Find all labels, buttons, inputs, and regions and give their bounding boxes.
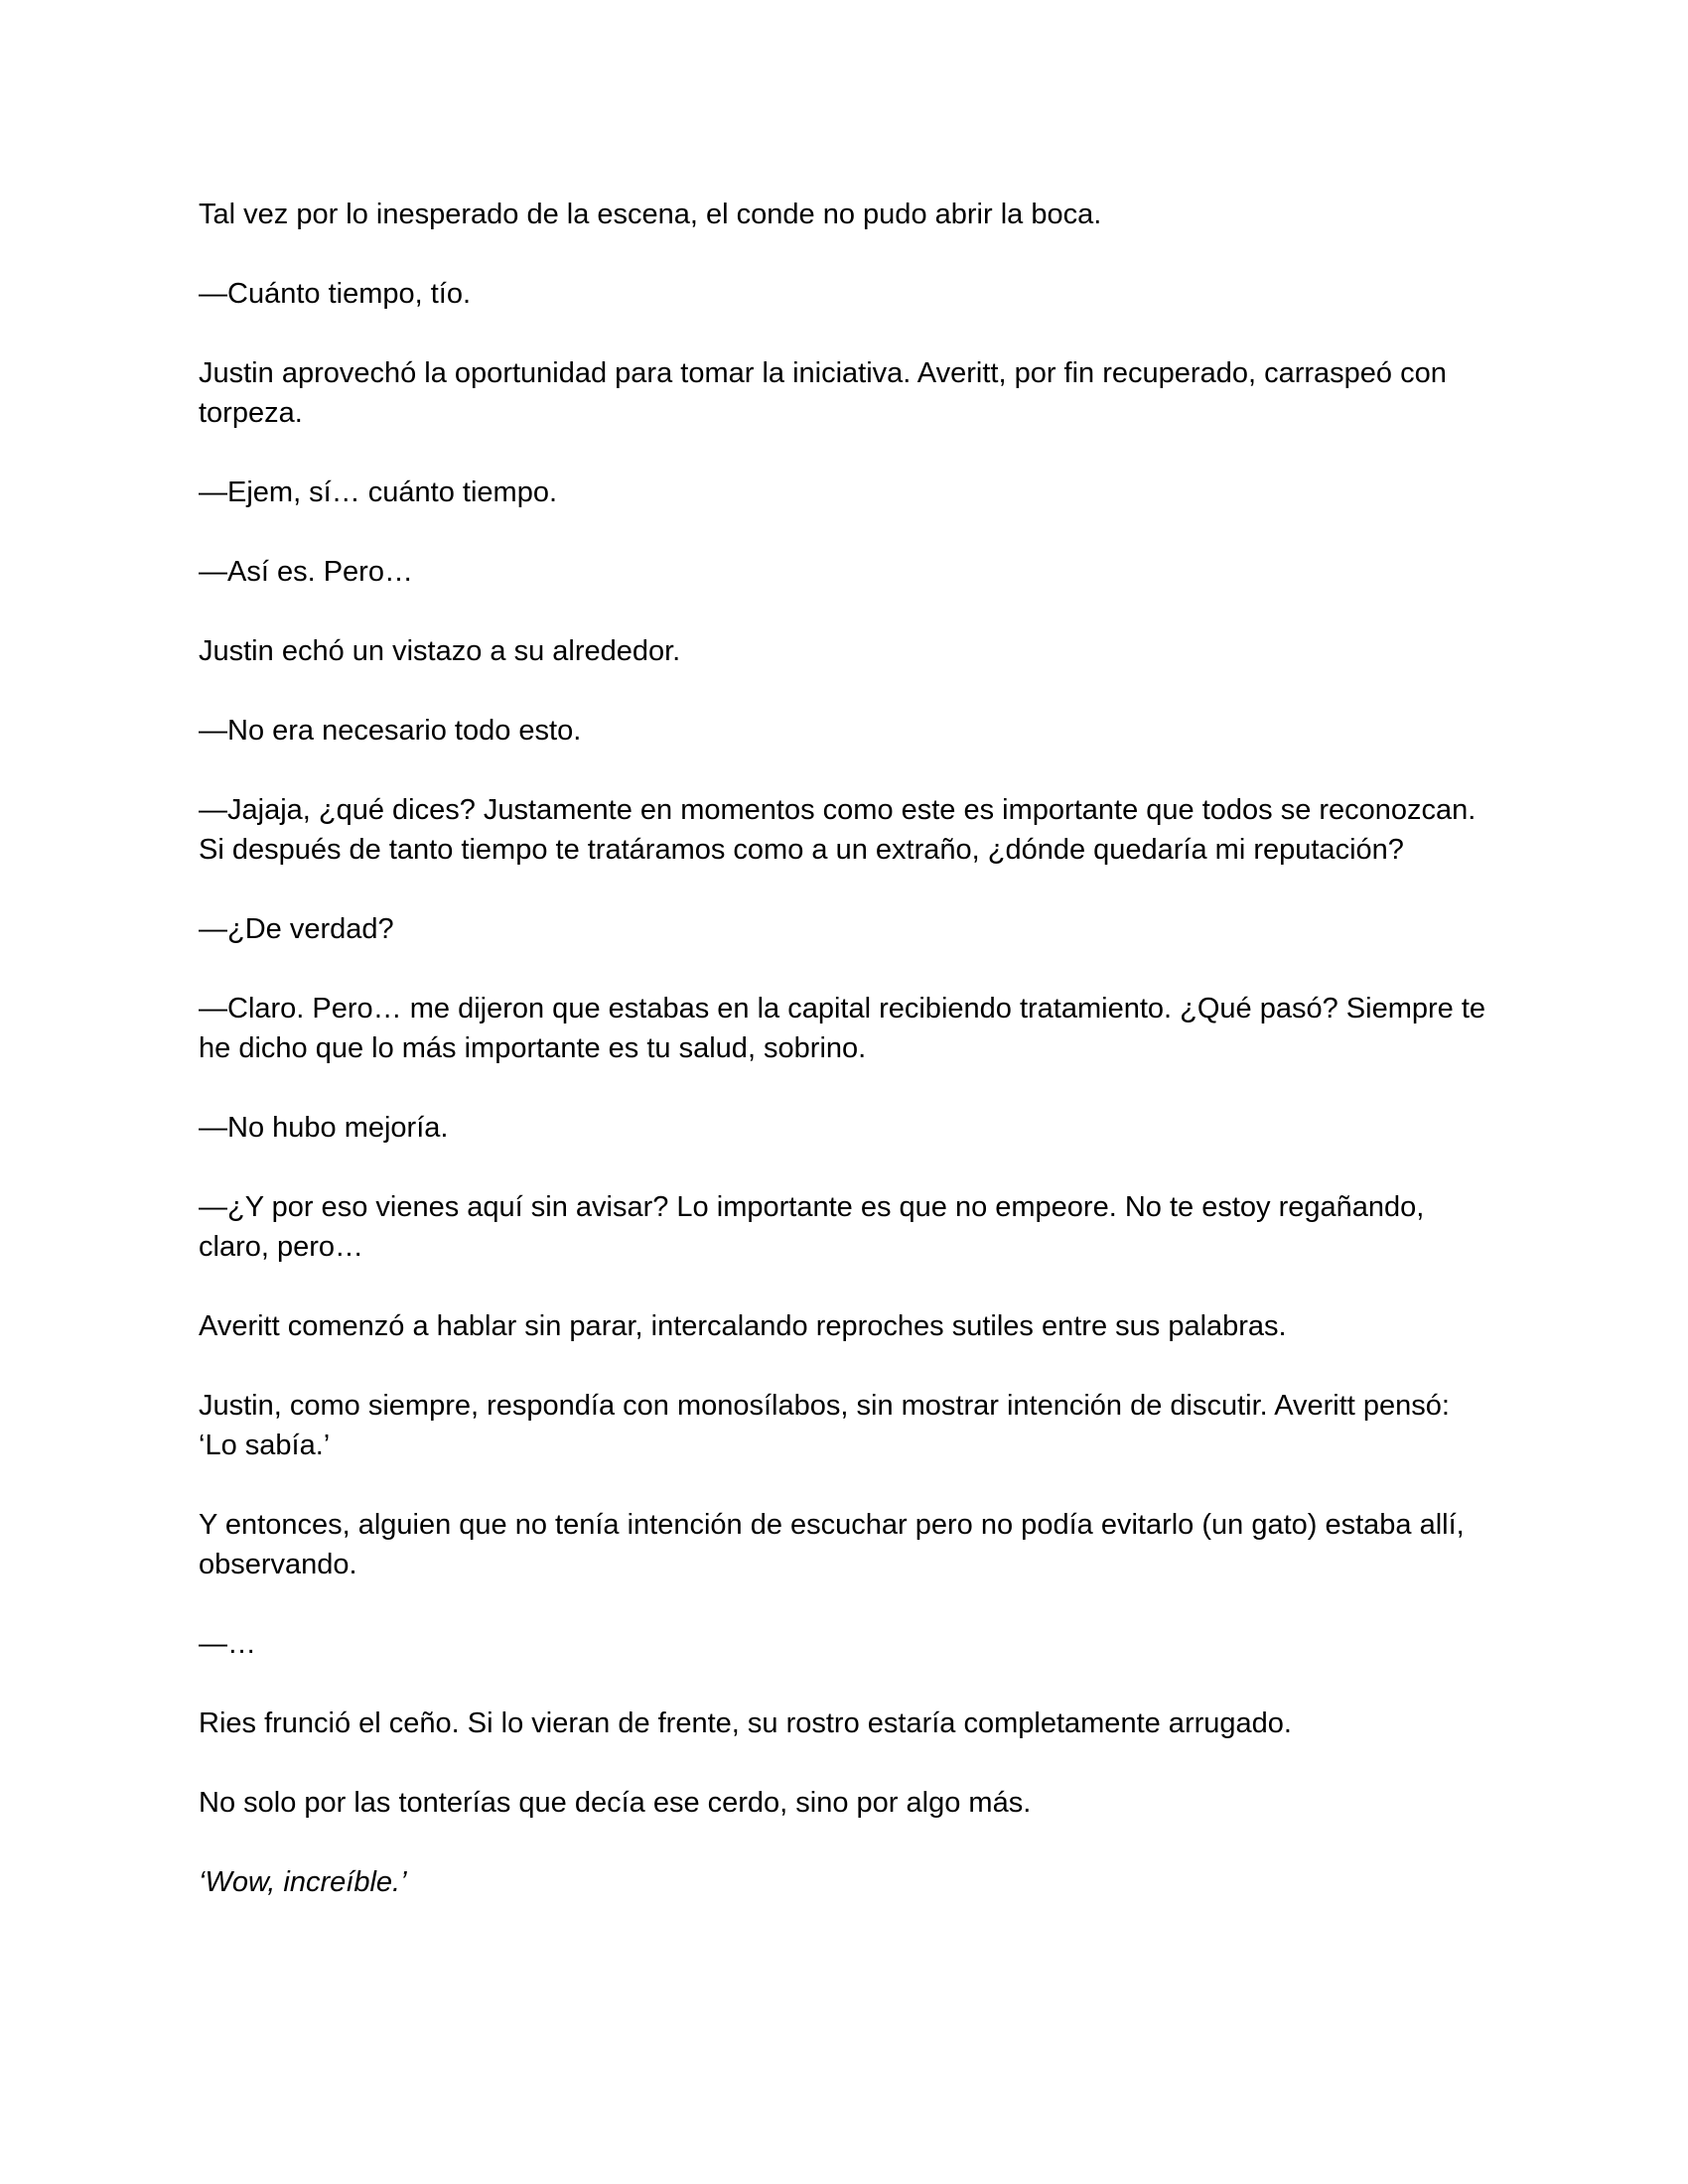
dialogue-line: —Cuánto tiempo, tío.: [199, 278, 472, 310]
dialogue-line: —Claro. Pero… me dijeron que estabas en la capital recibiendo tratamiento. ¿Qué pasó? Siempre te he dicho que lo más importante es tu salud, sobrino.: [199, 993, 1486, 1064]
document-page: [199, 195, 1489, 1942]
dialogue-line: —No hubo mejoría.: [199, 1112, 449, 1144]
dialogue-line: —Ejem, sí… cuánto tiempo.: [199, 477, 558, 508]
dialogue-line: —¿De verdad?: [199, 913, 394, 945]
paragraph: Justin aprovechó la oportunidad para tomar la iniciativa. Averitt, por fin recuperado, carraspeó con torpeza.: [199, 357, 1447, 429]
inner-thought: ‘Wow, increíble.’: [199, 1866, 407, 1898]
dialogue-line: —Jajaja, ¿qué dices? Justamente en momentos como este es importante que todos se reconozcan. Si después de tanto tiempo te tratáramos como a un extraño, ¿dónde quedaría mi reputación?: [199, 794, 1477, 866]
paragraph: Tal vez por lo inesperado de la escena, el conde no pudo abrir la boca.: [199, 199, 1102, 230]
dialogue-line: —¿Y por eso vienes aquí sin avisar? Lo importante es que no empeore. No te estoy regañando, claro, pero…: [199, 1191, 1425, 1263]
paragraph: Y entonces, alguien que no tenía intención de escuchar pero no podía evitarlo (un gato) estaba allí, observando.: [199, 1509, 1465, 1580]
paragraph: Ries frunció el ceño. Si lo vieran de frente, su rostro estaría completamente arrugado.: [199, 1707, 1292, 1739]
dialogue-line: —Así es. Pero…: [199, 556, 413, 588]
paragraph: Averitt comenzó a hablar sin parar, intercalando reproches sutiles entre sus palabras.: [199, 1310, 1287, 1342]
paragraph: Justin, como siempre, respondía con monosílabos, sin mostrar intención de discutir. Averitt pensó: ‘Lo sabía.’: [199, 1390, 1450, 1461]
paragraph: Justin echó un vistazo a su alrededor.: [199, 635, 681, 667]
paragraph: No solo por las tonterías que decía ese cerdo, sino por algo más.: [199, 1787, 1032, 1819]
dialogue-line: —…: [199, 1628, 256, 1660]
dialogue-line: —No era necesario todo esto.: [199, 715, 582, 747]
